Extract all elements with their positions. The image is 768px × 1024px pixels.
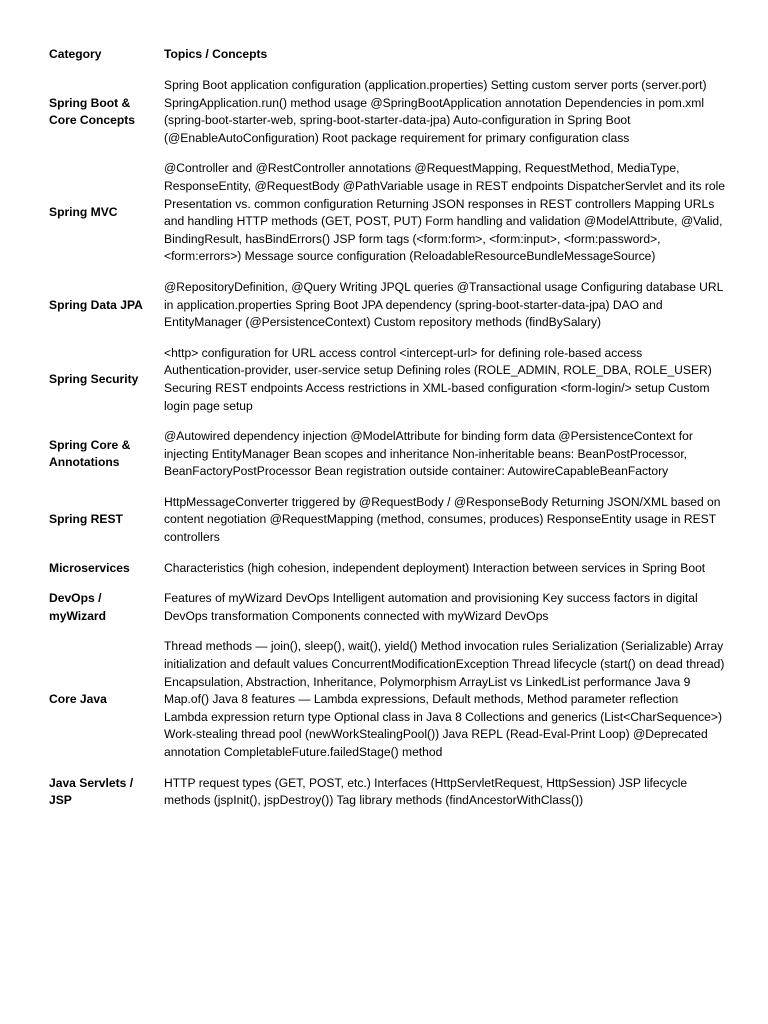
topics-table xyxy=(45,44,725,818)
topics-cell: @Autowired dependency injection @ModelAttribute for binding form data @PersistenceContext for injecting EntityManager Bean scopes and inheritance Non-inheritable beans: BeanPostProcessor, BeanFactoryPostProcessor Bean registration outside container: AutowireCapableBeanFactory xyxy=(164,429,693,479)
table-row xyxy=(45,72,725,155)
category-cell: Core Java xyxy=(49,692,107,707)
category-cell: Spring Data JPA xyxy=(49,297,143,312)
topics-cell: HttpMessageConverter triggered by @RequestBody / @ResponseBody Returning JSON/XML based on content negotiation @RequestMapping (method, consumes, produces) ResponseEntity usage in REST controllers xyxy=(164,494,721,545)
topics-cell: Spring Boot application configuration (application.properties) Setting custom server ports (server.port) SpringApplication.run() method usage @SpringBootApplication annotation Dependencies in pom.xml (spring-boot-starter-web, spring-boot-starter-data-jpa) Auto-configuration in Spring Boot (@EnableAutoConfiguration) Root package requirement for primary configuration class xyxy=(164,78,707,145)
topics-cell: Thread methods — join(), sleep(), wait(), yield() Method invocation rules Serialization (Serializable) Array initialization and default values ConcurrentModificationException Thread lifecycle (start() on dead thread) Encapsulation, Abstraction, Inheritance, Polymorphism ArrayList vs LinkedList performance Java 9 Map.of() Java 8 features — Lambda expressions, Default methods, Method parameter reflection Lambda expression return type Optional class in Java 8 Collections and generics (List<CharSequence>) Work-stealing thread pool (newWorkStealingPool()) Java REPL (Read-Eval-Print Loop) @Deprecated annotation CompletableFuture.failedStage() method xyxy=(164,639,725,759)
category-cell: Spring MVC xyxy=(49,205,118,220)
category-cell: Spring REST xyxy=(49,512,123,527)
category-cell: DevOps / myWizard xyxy=(49,591,107,623)
table-row xyxy=(45,770,725,818)
topics-cell: @Controller and @RestController annotations @RequestMapping, RequestMethod, MediaType, ResponseEntity, @RequestBody @PathVariable usage in REST endpoints DispatcherServlet and its role Presentation vs. common configuration Returning JSON responses in REST controllers Mapping URLs and handling HTTP methods (GET, POST, PUT) Form handling and validation @ModelAttribute, @Valid, BindingResult, hasBindErrors() JSP form tags (<form:form>, <form:input>, <form:password>, <form:errors>) Message source configuration (ReloadableResourceBundleMessageSource) xyxy=(164,161,726,264)
table-row xyxy=(45,555,725,586)
table-header-row xyxy=(45,44,725,72)
table-row xyxy=(45,585,725,633)
topics-cell: HTTP request types (GET, POST, etc.) Interfaces (HttpServletRequest, HttpSession) JSP lifecycle methods (jspInit(), jspDestroy()) Tag library methods (findAncestorWithClass()) xyxy=(164,775,688,808)
table-row xyxy=(45,155,725,274)
table-row xyxy=(45,340,725,423)
topics-cell: Features of myWizard DevOps Intelligent automation and provisioning Key success factors in digital DevOps transformation Components connected with myWizard DevOps xyxy=(164,591,698,623)
table-row xyxy=(45,274,725,340)
category-column-header: Category xyxy=(49,47,102,62)
category-cell: Spring Boot & Core Concepts xyxy=(49,95,136,128)
category-cell: Spring Security xyxy=(49,372,139,387)
table-row xyxy=(45,633,725,769)
category-cell: Java Servlets / JSP xyxy=(49,775,134,808)
table-row xyxy=(45,423,725,489)
table-row xyxy=(45,489,725,555)
topics-cell: @RepositoryDefinition, @Query Writing JPQL queries @Transactional usage Configuring database URL in application.properties Spring Boot JPA dependency (spring-boot-starter-data-jpa) DAO and EntityManager (@PersistenceContext) Custom repository methods (findBySalary) xyxy=(164,279,723,330)
topics-column-header: Topics / Concepts xyxy=(164,47,268,62)
topics-cell: <http> configuration for URL access control <intercept-url> for defining role-based access Authentication-provider, user-service setup Defining roles (ROLE_ADMIN, ROLE_DBA, ROLE_USER) Securing REST endpoints Access restrictions in XML-based configuration <form-login/> setup Custom login page setup xyxy=(164,345,712,413)
topics-cell: Characteristics (high cohesion, independent deployment) Interaction between services in Spring Boot xyxy=(164,560,706,575)
category-cell: Microservices xyxy=(49,560,130,575)
category-cell: Spring Core & Annotations xyxy=(49,437,131,470)
